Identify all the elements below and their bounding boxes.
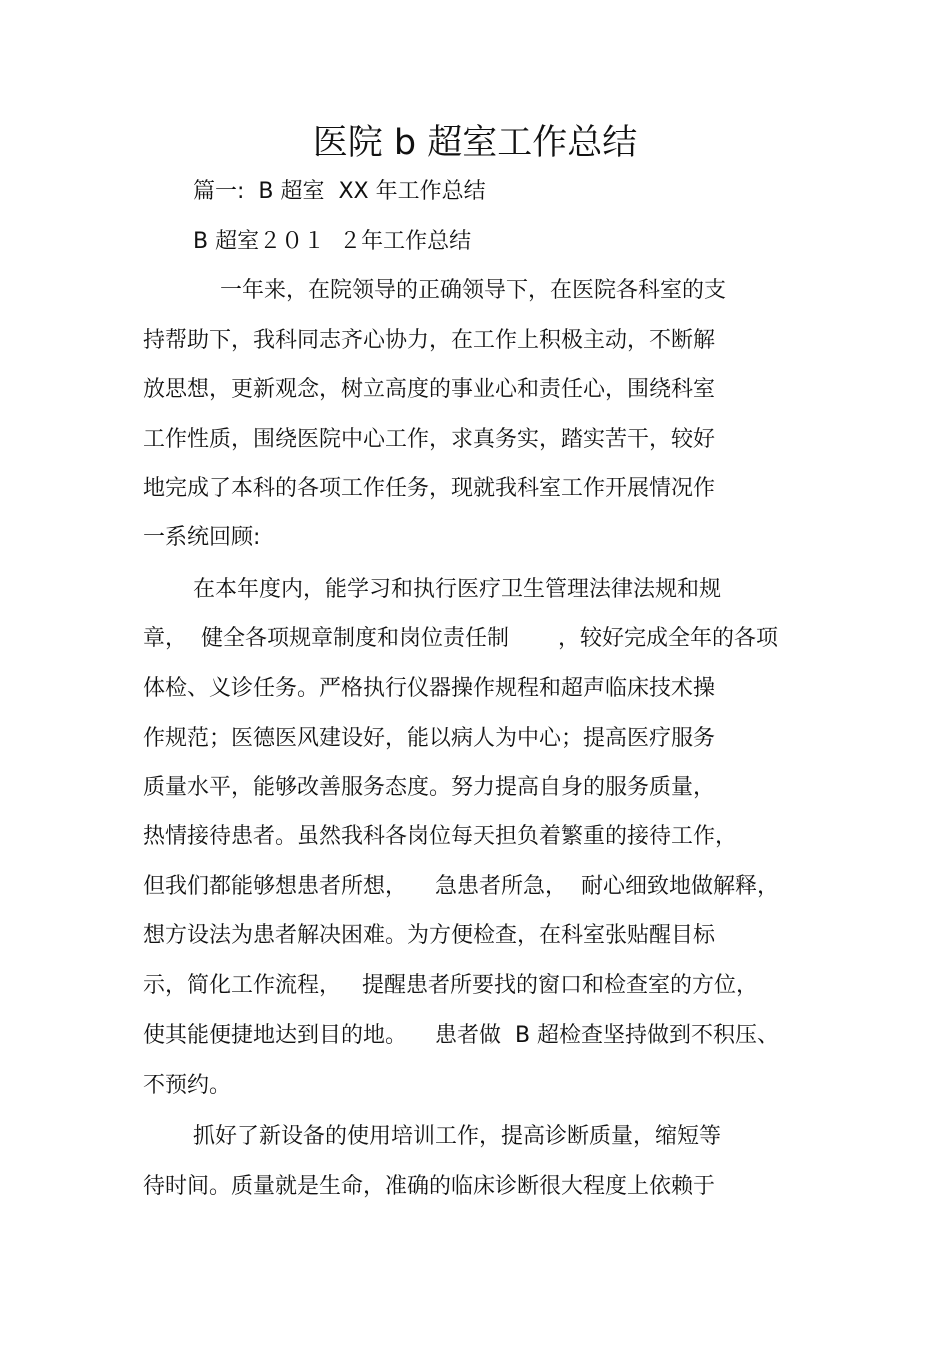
paragraph-line: 示，简化工作流程， 提醒患者所要找的窗口和检查室的方位，: [143, 973, 758, 998]
paragraph-line: 不预约。: [143, 1073, 232, 1098]
paragraph-line: 放思想，更新观念，树立高度的事业心和责任心，围绕科室: [143, 377, 716, 402]
paragraph-line: 热情接待患者。虽然我科各岗位每天担负着繁重的接待工作，: [143, 824, 738, 849]
document-subtitle: 篇一: B 超室 XX 年工作总结: [193, 179, 486, 204]
paragraph-line: 一系统回顾:: [143, 525, 261, 550]
document-heading: B 超室２０１ ２年工作总结: [193, 229, 472, 254]
paragraph-line: 地完成了本科的各项工作任务，现就我科室工作开展情况作: [143, 476, 716, 501]
document-title: 医院 b 超室工作总结: [312, 123, 638, 163]
paragraph-line: 章， 健全各项规章制度和岗位责任制 ，较好完成全年的各项: [143, 626, 778, 651]
paragraph-line: 想方设法为患者解决困难。为方便检查，在科室张贴醒目标: [143, 923, 716, 948]
paragraph-line: 一年来，在院领导的正确领导下，在医院各科室的支: [220, 278, 727, 303]
paragraph-line: 待时间。质量就是生命，准确的临床诊断很大程度上依赖于: [143, 1174, 716, 1199]
paragraph-line: 质量水平，能够改善服务态度。努力提高自身的服务质量，: [143, 775, 716, 800]
paragraph-line: 体检、义诊任务。严格执行仪器操作规程和超声临床技术操: [143, 676, 716, 701]
paragraph-line: 在本年度内，能学习和执行医疗卫生管理法律法规和规: [193, 577, 722, 602]
paragraph-line: 抓好了新设备的使用培训工作，提高诊断质量，缩短等: [193, 1124, 722, 1149]
paragraph-line: 但我们都能够想患者所想， 急患者所急， 耐心细致地做解释，: [143, 874, 779, 899]
paragraph-line: 持帮助下，我科同志齐心协力，在工作上积极主动，不断解: [143, 328, 716, 353]
paragraph-line: 作规范；医德医风建设好，能以病人为中心；提高医疗服务: [143, 726, 716, 751]
paragraph-line: 工作性质，围绕医院中心工作，求真务实，踏实苦干，较好: [143, 427, 716, 452]
paragraph-line: 使其能便捷地达到目的地。 患者做 B 超检查坚持做到不积压、: [143, 1023, 780, 1048]
